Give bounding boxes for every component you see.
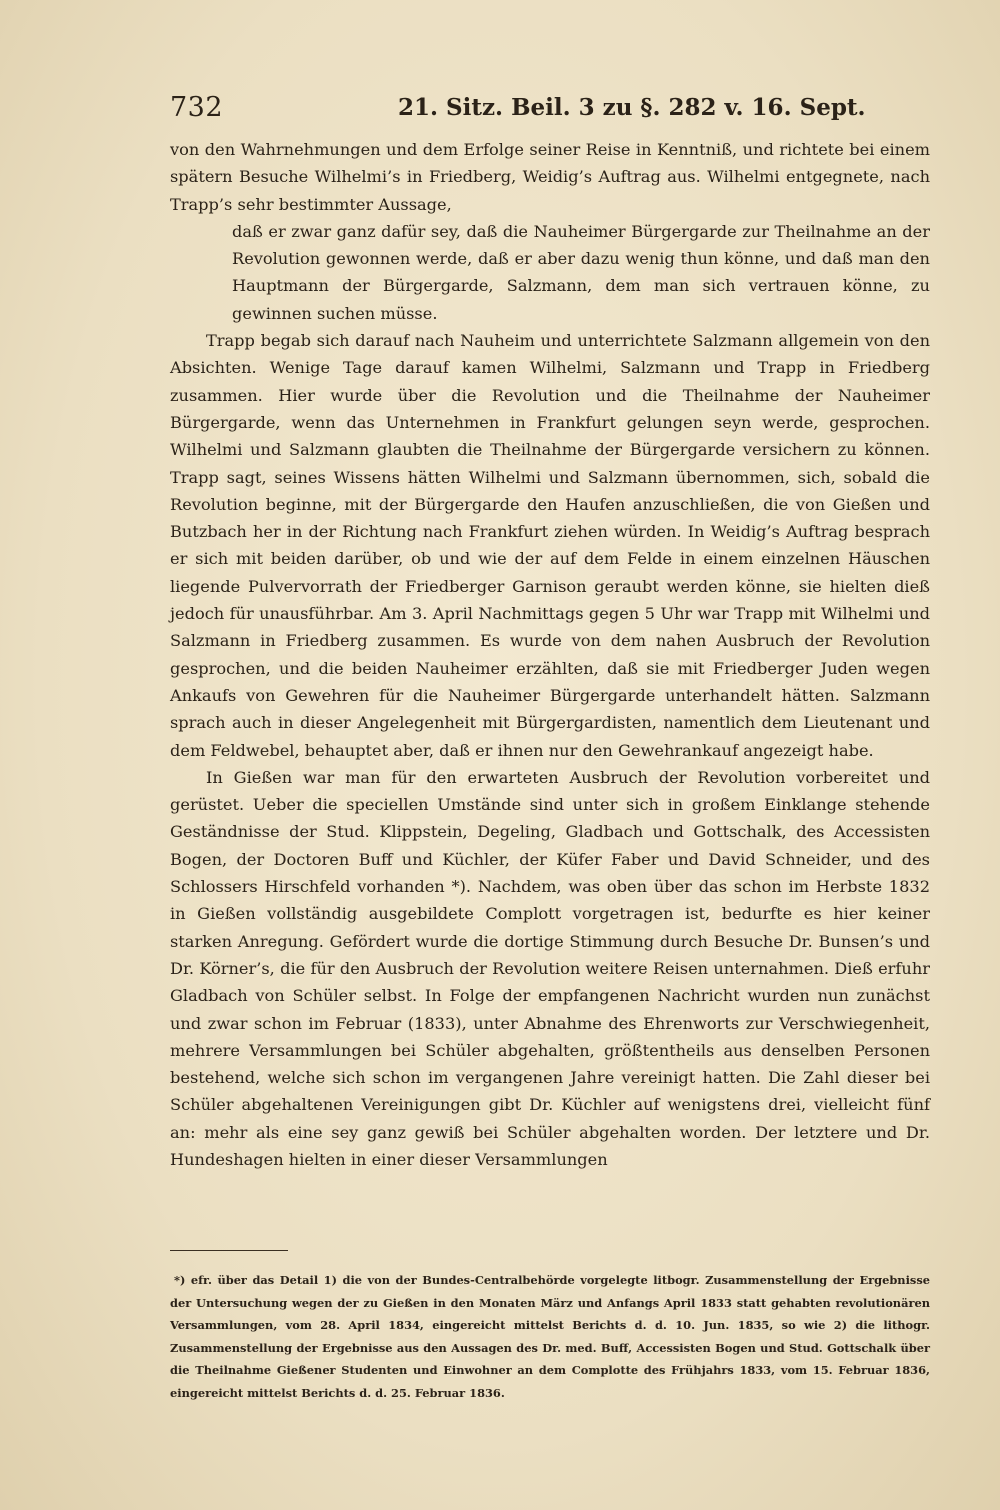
footnote-divider	[170, 1250, 288, 1251]
body-text	[170, 136, 930, 1173]
page-header	[170, 92, 930, 128]
paragraph-2: Trapp begab sich darauf nach Nauheim und unterrichtete Salzmann allgemein von den Absichten. Wenige Tage darauf kamen Wilhelmi, Salzmann und Trapp in Friedberg zusammen. Hier wurde über die Revolution und die Theilnahme der Nauheimer Bürgergarde, wenn das Unternehmen in Frankfurt gelungen seyn werde, gesprochen. Wilhelmi und Salzmann glaubten die Theilnahme der Bürgergarde versichern zu können. Trapp sagt, seines Wissens hätten Wilhelmi und Salzmann übernommen, sich, sobald die Revolution beginne, mit der Bürgergarde den Haufen anzuschließen, die von Gießen und Butzbach her in der Richtung nach Frankfurt ziehen würden. In Weidig’s Auftrag besprach er sich mit beiden darüber, ob und wie der auf dem Felde in einem einzelnen Häuschen liegende Pulvervorrath der Friedberger Garnison geraubt werden könne, sie hielten dieß jedoch für unausführbar. Am 3. April Nachmittags gegen 5 Uhr war Trapp mit Wilhelmi und Salzmann in Friedberg zusammen. Es wurde von dem nahen Ausbruch der Revolution gesprochen, und die beiden Nauheimer erzählten, daß sie mit Friedberger Juden wegen Ankaufs von Gewehren für die Nauheimer Bürgergarde unterhandelt hätten. Salzmann sprach auch in dieser Angelegenheit mit Bürgergardisten, namentlich dem Lieutenant und dem Feldwebel, behauptet aber, daß er ihnen nur den Gewehrankauf angezeigt habe.	[170, 331, 930, 760]
indented-statement: daß er zwar ganz dafür sey, daß die Nauheimer Bürgergarde zur Theilnahme an der Revolution gewonnen werde, daß er aber dazu wenig thun könne, und daß man den Hauptmann der Bürgergarde, Salzmann, dem man sich vertrauen könne, zu gewinnen suchen müsse.	[232, 221, 930, 323]
footnote	[170, 1269, 930, 1404]
page-number: 732	[170, 92, 224, 123]
footnote-text: *) efr. über das Detail 1) die von der Bundes-Centralbehörde vorgelegte litbogr. Zusammenstellung der Ergebnisse der Untersuchung wegen der zu Gießen in den Monaten März und Anfangs April 1833 statt gehabten revolutionären Versammlungen, vom 28. April 1834, eingereicht mittelst Berichts d. d. 10. Jun. 1835, so wie 2) die lithogr. Zusammenstellung der Ergebnisse aus den Aussagen des Dr. med. Buff, Accessisten Bogen und Stud. Gottschalk über die Theilnahme Gießener Studenten und Einwohner an dem Complotte des Frühjahrs 1833, vom 15. Februar 1836, eingereicht mittelst Berichts d. d. 25. Februar 1836.	[170, 1273, 930, 1400]
running-head: 21. Sitz. Beil. 3 zu §. 282 v. 16. Sept.	[398, 94, 866, 121]
paragraph-1: von den Wahrnehmungen und dem Erfolge seiner Reise in Kenntniß, und richtete bei einem spätern Besuche Wilhelmi’s in Friedberg, Weidig’s Auftrag aus. Wilhelmi entgegnete, nach Trapp’s sehr bestimmter Aussage,	[170, 140, 930, 214]
paragraph-3: In Gießen war man für den erwarteten Ausbruch der Revolution vorbereitet und gerüstet. Ueber die speciellen Umstände sind unter sich in großem Einklange stehende Geständnisse der Stud. Klippstein, Degeling, Gladbach und Gottschalk, des Accessisten Bogen, der Doctoren Buff und Küchler, der Küfer Faber und David Schneider, und des Schlossers Hirschfeld vorhanden *). Nachdem, was oben über das schon im Herbste 1832 in Gießen vollständig ausgebildete Complott vorgetragen ist, bedurfte es hier keiner starken Anregung. Gefördert wurde die dortige Stimmung durch Besuche Dr. Bunsen’s und Dr. Körner’s, die für den Ausbruch der Revolution weitere Reisen unternahmen. Dieß erfuhr Gladbach von Schüler selbst. In Folge der empfangenen Nachricht wurden nun zunächst und zwar schon im Februar (1833), unter Abnahme des Ehrenworts zur Verschwiegenheit, mehrere Versammlungen bei Schüler abgehalten, größtentheils aus denselben Personen bestehend, welche sich schon im vergangenen Jahre vereinigt hatten. Die Zahl dieser bei Schüler abgehaltenen Vereinigungen gibt Dr. Küchler auf wenigstens drei, vielleicht fünf an: mehr als eine sey ganz gewiß bei Schüler abgehalten worden. Der letztere und Dr. Hundeshagen hielten in einer dieser Versammlungen	[170, 767, 930, 1169]
